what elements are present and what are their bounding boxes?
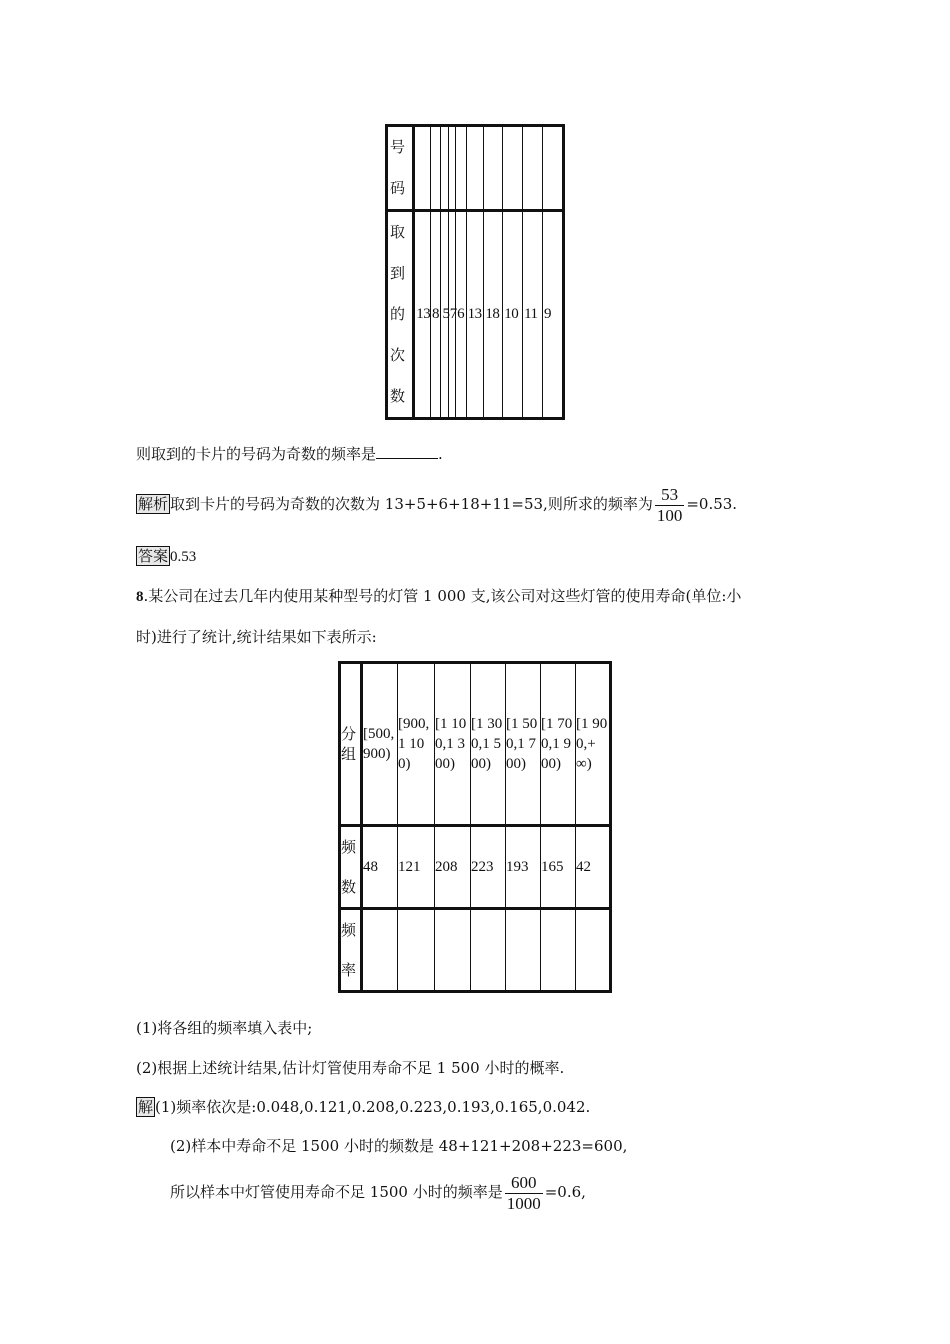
group-cell: [1 900,+∞) bbox=[576, 663, 611, 826]
header-label-count: 取到的次数 bbox=[387, 211, 414, 419]
table-row bbox=[340, 826, 611, 909]
row-label-rate: 频率 bbox=[340, 909, 362, 992]
q8-stem-line2: 时)进行了统计,统计结果如下表所示: bbox=[136, 628, 377, 646]
row-label-count: 频数 bbox=[340, 826, 362, 909]
q8-solution-1: 解 (1)频率依次是:0.048,0.121,0.208,0.223,0.193,0.165,0.042. bbox=[138, 1098, 591, 1116]
frequency-cell: 48 bbox=[362, 826, 398, 909]
frequency-cell: 42 bbox=[576, 826, 611, 909]
q7-answer bbox=[136, 546, 196, 567]
rate-cell bbox=[398, 909, 435, 992]
answer-value: 0.53 bbox=[170, 549, 197, 565]
analysis-tag: 解析 bbox=[138, 495, 169, 513]
analysis-text: 取到卡片的号码为奇数的次数为 13+5+6+18+11=53,则所求的频率为 bbox=[170, 495, 653, 513]
frequency-cell: 165 bbox=[541, 826, 576, 909]
group-cell: [1 700,1 900) bbox=[541, 663, 576, 826]
table-row bbox=[340, 909, 611, 992]
count-cell: 7 bbox=[448, 211, 455, 419]
q7-analysis: 解析 取到卡片的号码为奇数的次数为 13+5+6+18+11=53,则所求的频率为 $\frac{53}{100}$ =0.53. bbox=[138, 484, 738, 525]
answer-blank bbox=[376, 444, 438, 459]
count-cell: 6 bbox=[456, 211, 466, 419]
group-cell: [1 500,1 700) bbox=[506, 663, 541, 826]
frequency-cell: 208 bbox=[435, 826, 471, 909]
count-cell: 13 bbox=[466, 211, 484, 419]
rate-cell bbox=[541, 909, 576, 992]
rate-cell bbox=[506, 909, 541, 992]
frequency-cell: 223 bbox=[471, 826, 506, 909]
q8-stem-line1: 8.某公司在过去几年内使用某种型号的灯管 1 000 支,该公司对这些灯管的使用寿命(单位:小 bbox=[136, 587, 742, 605]
rate-cell bbox=[576, 909, 611, 992]
rate-cell bbox=[471, 909, 506, 992]
rate-cell bbox=[435, 909, 471, 992]
q8-solution-3: 所以样本中灯管使用寿命不足 1500 小时的频率是 $\frac{600}{1000}$ =0.6, bbox=[170, 1172, 586, 1213]
group-cell: [500,900) bbox=[362, 663, 398, 826]
header-label-number: 号码 bbox=[387, 126, 414, 211]
table-row bbox=[340, 663, 611, 826]
count-cell: 5 bbox=[441, 211, 448, 419]
group-cell: [900,1 100) bbox=[398, 663, 435, 826]
analysis-fraction: $\frac{53}{100}$ bbox=[656, 484, 683, 525]
q8-solution-2: (2)样本中寿命不足 1500 小时的频数是 48+121+208+223=600, bbox=[170, 1137, 628, 1155]
solution-tag: 解 bbox=[138, 1098, 154, 1116]
lifespan-frequency-table bbox=[338, 661, 612, 993]
table-row bbox=[387, 211, 564, 419]
count-cell: 11 bbox=[523, 211, 543, 419]
frequency-cell: 193 bbox=[506, 826, 541, 909]
count-cell: 18 bbox=[484, 211, 503, 419]
solution-fraction: $\frac{600}{1000}$ bbox=[506, 1172, 541, 1213]
group-cell: [1 100,1 300) bbox=[435, 663, 471, 826]
question-number: 8 bbox=[136, 589, 144, 605]
q8-part1: (1)将各组的频率填入表中; bbox=[136, 1019, 313, 1037]
q7-question: 则取到的卡片的号码为奇数的频率是 . bbox=[136, 445, 443, 463]
rate-cell bbox=[362, 909, 398, 992]
count-cell: 9 bbox=[542, 211, 563, 419]
table-row bbox=[387, 126, 564, 211]
count-cell: 10 bbox=[503, 211, 523, 419]
card-count-table bbox=[385, 124, 565, 420]
count-cell: 13 bbox=[414, 211, 431, 419]
q8-part2: (2)根据上述统计结果,估计灯管使用寿命不足 1 500 小时的概率. bbox=[136, 1059, 565, 1077]
group-cell: [1 300,1 500) bbox=[471, 663, 506, 826]
answer-tag: 答案 bbox=[138, 547, 169, 565]
frequency-cell: 121 bbox=[398, 826, 435, 909]
row-label-group: 分组 bbox=[340, 663, 362, 826]
count-cell: 8 bbox=[430, 211, 440, 419]
